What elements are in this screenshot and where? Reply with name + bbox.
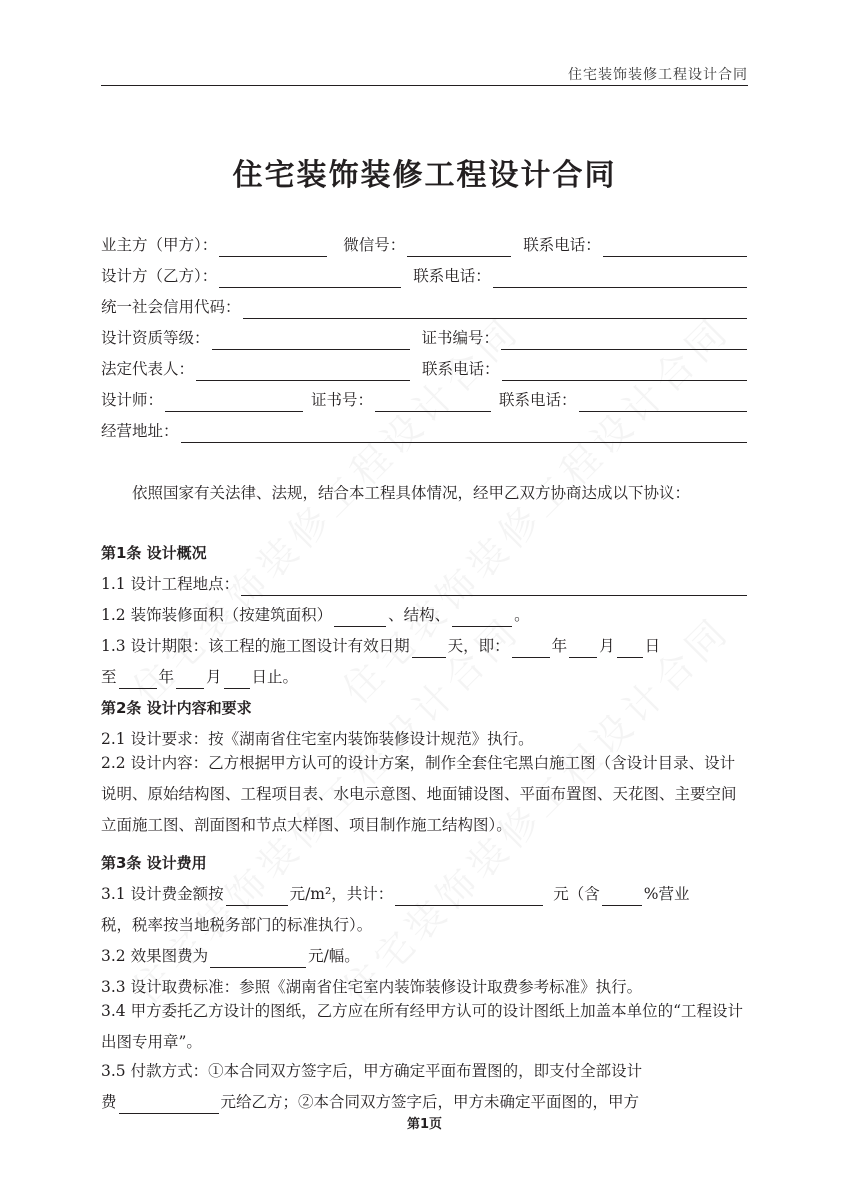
legal-rep-row <box>101 357 749 381</box>
legal-rep-field[interactable] <box>196 362 410 381</box>
article-3-heading: 第3条 设计费用 <box>101 854 207 872</box>
year-label: 年 <box>158 668 175 686</box>
tax-label: %营业 <box>643 885 690 903</box>
designer-label: 设计师： <box>101 391 164 409</box>
clause-3-2-label: 3.2 效果图费为 <box>101 947 209 965</box>
clause-2-2: 2.2 设计内容：乙方根据甲方认可的设计方案，制作全套住宅黑白施工图（含设计目录、设计说明、原始结构图、工程项目表、水电示意图、地面铺设图、平面布置图、天花图、主要空间立面施工图、剖面图和节点大样图、项目制作施工结构图）。 <box>101 754 737 834</box>
clause-3-5: 3.5 付款方式：①本合同双方签字后，甲方确定平面布置图的，即支付全部设计 <box>101 1062 643 1080</box>
qualification-label: 设计资质等级： <box>101 329 210 347</box>
clause-1-2-label: 1.2 装饰装修面积（按建筑面积） <box>101 606 333 624</box>
clause-2-1: 2.1 设计要求：按《湖南省住宅室内装饰装修设计规范》执行。 <box>101 730 534 748</box>
owner-row <box>101 233 749 257</box>
address-row <box>101 419 749 443</box>
day-label: 日 <box>644 637 661 655</box>
day-end-label: 日止。 <box>251 668 299 686</box>
month-label: 月 <box>206 668 222 686</box>
clause-3-4: 3.4 甲方委托乙方设计的图纸，乙方应在所有经甲方认可的设计图纸上加盖本单位的“工程设计出图专用章”。 <box>101 1002 744 1051</box>
clause-1-3 <box>101 634 749 658</box>
address-field[interactable] <box>181 424 747 443</box>
article-2-heading: 第2条 设计内容和要求 <box>101 699 252 717</box>
clause-3-1-cont: 税，税率按当地税务部门的标准执行）。 <box>101 916 373 934</box>
clause-3-1-label: 3.1 设计费金额按 <box>101 885 224 903</box>
wechat-label: 微信号： <box>343 236 406 254</box>
owner-phone-field[interactable] <box>603 238 747 257</box>
fee-total-field[interactable] <box>395 887 543 906</box>
designer-party-label: 设计方（乙方）： <box>101 267 218 285</box>
legal-rep-label: 法定代表人： <box>101 360 195 378</box>
designer-field[interactable] <box>165 393 303 412</box>
owner-field[interactable] <box>219 238 327 257</box>
qualification-row <box>101 326 749 350</box>
address-label: 经营地址： <box>101 422 179 440</box>
days-field[interactable] <box>412 639 446 658</box>
owner-label: 业主方（甲方）： <box>101 236 218 254</box>
period-mark: 。 <box>514 606 530 624</box>
start-day-field[interactable] <box>617 639 643 658</box>
payment-text: 元给乙方；②本合同双方签字后，甲方未确定平面图的，甲方 <box>220 1093 640 1111</box>
fee-label: 费 <box>101 1093 117 1111</box>
legal-rep-phone-label: 联系电话： <box>422 360 500 378</box>
structure-label: 、结构、 <box>388 606 451 624</box>
cert-no-field[interactable] <box>501 331 747 350</box>
tax-rate-field[interactable] <box>602 887 642 906</box>
qualification-field[interactable] <box>212 331 410 350</box>
start-month-field[interactable] <box>569 639 597 658</box>
month-label: 月 <box>599 637 615 655</box>
credit-code-label: 统一社会信用代码： <box>101 298 241 316</box>
credit-code-field[interactable] <box>243 300 747 319</box>
document-title: 住宅装饰装修工程设计合同 <box>232 158 617 193</box>
clause-1-3-cont <box>101 665 749 689</box>
render-fee-unit: 元/幅。 <box>308 947 360 965</box>
article-1-heading: 第1条 设计概况 <box>101 544 207 562</box>
legal-rep-phone-field[interactable] <box>502 362 747 381</box>
start-year-field[interactable] <box>512 639 550 658</box>
end-day-field[interactable] <box>224 670 250 689</box>
fee-yuan-label: 元（含 <box>553 885 600 903</box>
clause-1-1 <box>101 572 749 596</box>
clause-3-2 <box>101 944 749 968</box>
structure-field[interactable] <box>452 608 512 627</box>
designer-row <box>101 388 749 412</box>
to-label: 至 <box>101 668 117 686</box>
clause-3-5-cont <box>101 1090 749 1114</box>
fee-unit-label: 元/m²，共计： <box>289 885 394 903</box>
intro-paragraph: 依照国家有关法律、法规，结合本工程具体情况，经甲乙双方协商达成以下协议： <box>132 484 691 502</box>
cert-no2-field[interactable] <box>375 393 491 412</box>
designer-phone-field[interactable] <box>579 393 747 412</box>
end-year-field[interactable] <box>119 670 157 689</box>
end-month-field[interactable] <box>176 670 204 689</box>
clause-1-2 <box>101 603 749 627</box>
designer-phone-label: 联系电话： <box>499 391 577 409</box>
credit-code-row <box>101 295 749 319</box>
page-number: 第1页 <box>406 1117 443 1132</box>
cert-no-label: 证书编号： <box>421 329 500 347</box>
cert-no2-label: 证书号： <box>311 391 374 409</box>
fee-rate-field[interactable] <box>226 887 288 906</box>
days-label: 天，即： <box>447 637 510 655</box>
render-fee-field[interactable] <box>210 949 306 968</box>
clause-3-1 <box>101 882 749 906</box>
payment-amount-field[interactable] <box>119 1095 219 1114</box>
running-header: 住宅装饰装修工程设计合同 <box>568 67 748 83</box>
owner-phone-label: 联系电话： <box>523 236 601 254</box>
clause-3-3: 3.3 设计取费标准：参照《湖南省住宅室内装饰装修设计取费参考标准》执行。 <box>101 978 643 996</box>
header-rule <box>101 85 748 86</box>
area-field[interactable] <box>334 608 386 627</box>
designer-party-phone-field[interactable] <box>493 269 747 288</box>
year-label: 年 <box>551 637 568 655</box>
clause-1-3-label: 1.3 设计期限：该工程的施工图设计有效日期 <box>101 637 410 655</box>
wechat-field[interactable] <box>407 238 511 257</box>
designer-party-phone-label: 联系电话： <box>413 267 491 285</box>
designer-party-field[interactable] <box>219 269 401 288</box>
clause-1-1-label: 1.1 设计工程地点： <box>101 575 240 593</box>
project-location-field[interactable] <box>241 577 747 596</box>
designer-party-row <box>101 264 749 288</box>
